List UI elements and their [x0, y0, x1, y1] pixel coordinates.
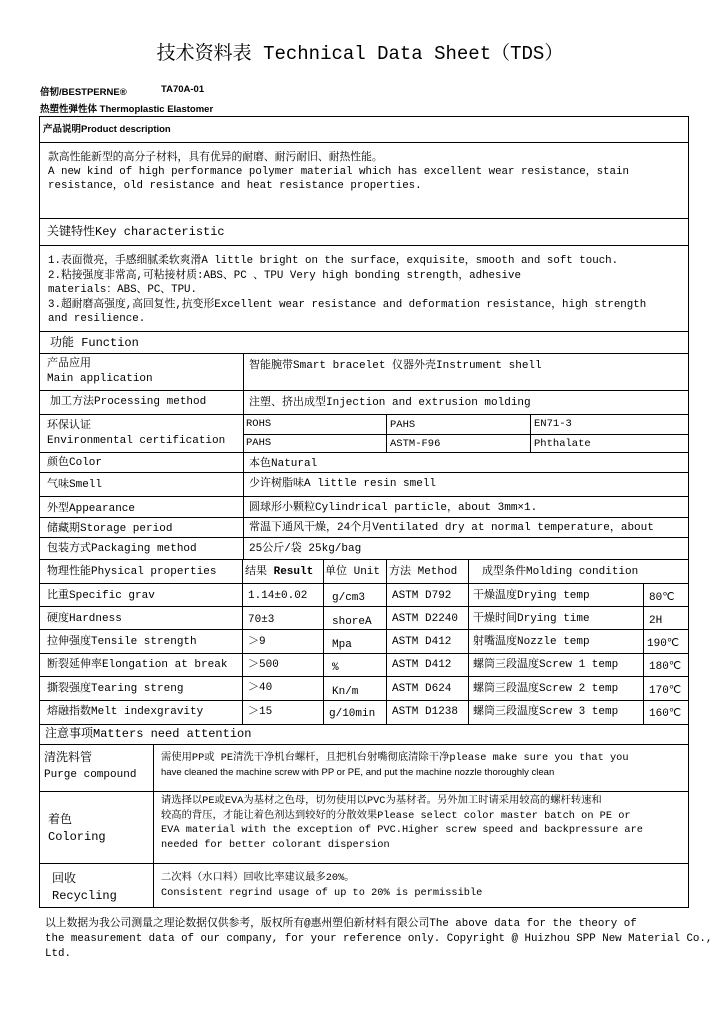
property-method: ASTM D624: [392, 683, 452, 695]
physical-properties-heading: 物理性能Physical properties: [47, 566, 217, 578]
column-divider: [468, 559, 469, 724]
divider: [40, 218, 688, 219]
recycling-line: Consistent regrind usage of up to 20% is permissible: [161, 886, 483, 899]
divider: [40, 331, 688, 332]
result-column-header: 结果 Result: [245, 566, 314, 578]
condition-column-header: 成型条件Molding condition: [482, 566, 639, 578]
coloring-label: 着色: [48, 813, 73, 827]
environmental-label: 环保认证: [47, 420, 91, 432]
page-title: 技术资料表 Technical Data Sheet（TDS）: [156, 43, 564, 65]
recycling-label: 回收: [52, 872, 77, 886]
coloring-line: needed for better colorant dispersion: [161, 838, 390, 851]
appearance-value: 圆球形小颗粒Cylindrical particle，about 3mm×1.: [249, 502, 538, 514]
recycling-text: [161, 871, 482, 900]
footer-line: the measurement data of our company, for your reference only. Copyright @ Huizhou SPP New Material Co.,: [45, 933, 713, 945]
property-name: 硬度Hardness: [47, 613, 122, 625]
property-unit: Kn/m: [332, 686, 359, 698]
method-column-header: 方法 Method: [389, 566, 458, 578]
condition-value: 160℃: [649, 708, 682, 720]
property-name: 断裂延伸率Elongation at break: [47, 659, 228, 671]
column-divider: [153, 744, 154, 908]
divider: [40, 452, 688, 453]
application-value: 智能腕带Smart bracelet 仪器外壳Instrument shell: [249, 360, 542, 372]
property-unit: shoreA: [332, 616, 372, 628]
property-name: 熔融指数Melt indexgravity: [47, 706, 204, 718]
property-name: 比重Specific grav: [47, 590, 155, 602]
condition-value: 80℃: [649, 592, 675, 604]
smell-label: 气味Smell: [47, 479, 103, 491]
recycling-line: 二次料（水口料）回收比率建议最多20%。: [161, 872, 355, 884]
purge-label: 清洗料管: [44, 751, 93, 765]
product-category: 热塑性弹性体 Thermoplastic Elastomer: [40, 104, 214, 115]
characteristic-line: materials：ABS、PC、TPU.: [48, 284, 198, 296]
data-sheet-table: [39, 116, 689, 908]
divider: [40, 863, 688, 864]
appearance-label: 外型Appearance: [47, 503, 136, 515]
divider: [40, 724, 688, 725]
attention-heading: 注意事项Matters need attention: [45, 727, 252, 741]
color-value: 本色Natural: [249, 458, 318, 470]
recycling-label-en: Recycling: [52, 889, 117, 903]
environmental-label-en: Environmental certification: [47, 435, 226, 447]
packaging-label: 包装方式Packaging method: [47, 543, 197, 555]
divider: [40, 791, 688, 792]
key-characteristic-text: [48, 254, 646, 327]
description-line: A new kind of high performance polymer material which has excellent wear resistance，stain: [48, 165, 629, 178]
product-description-heading: 产品说明Product description: [43, 124, 171, 135]
condition-name: 螺筒三段温度Screw 3 temp: [473, 706, 619, 718]
application-label: 产品应用: [47, 358, 91, 370]
property-result: ＞9: [248, 636, 266, 648]
divider: [40, 744, 688, 745]
function-heading: 功能 Function: [50, 336, 139, 350]
divider: [40, 559, 688, 560]
property-result: ＞15: [248, 706, 273, 718]
smell-value: 少许树脂味A little resin smell: [249, 478, 437, 490]
unit-column-header: 单位 Unit: [325, 566, 381, 578]
divider: [243, 434, 688, 435]
property-result: ＞40: [248, 682, 273, 694]
condition-value: 180℃: [649, 661, 682, 673]
coloring-line: 较高的背压，才能让着色剂达到较好的分散效果Please select color master batch on PE or: [161, 809, 631, 822]
divider: [40, 142, 688, 143]
condition-value: 190℃: [647, 638, 680, 650]
condition-name: 螺筒三段温度Screw 2 temp: [473, 683, 619, 695]
condition-name: 干燥时间Drying time: [473, 613, 590, 625]
characteristic-line: and resilience.: [48, 313, 146, 325]
storage-value: 常温下通风干燥，24个月Ventilated dry at normal temperature，about: [249, 522, 654, 534]
divider: [40, 606, 688, 607]
condition-value: 2H: [649, 615, 663, 627]
divider: [40, 700, 688, 701]
storage-label: 储藏期Storage period: [47, 523, 173, 535]
column-divider: [323, 559, 324, 724]
application-label-en: Main application: [47, 373, 153, 385]
packaging-value: 25公斤/袋 25kg/bag: [249, 543, 362, 555]
property-method: ASTM D1238: [392, 706, 459, 718]
column-divider: [530, 414, 531, 452]
condition-name: 干燥温度Drying temp: [473, 590, 590, 602]
property-method: ASTM D2240: [392, 613, 459, 625]
property-name: 撕裂强度Tearing streng: [47, 683, 184, 695]
cert-pahs: PAHS: [246, 437, 272, 449]
footer-disclaimer: [45, 917, 712, 962]
divider: [40, 353, 688, 354]
property-result: 70±3: [248, 614, 275, 626]
processing-label: 加工方法Processing method: [50, 396, 207, 408]
cert-phthalate: Phthalate: [534, 438, 591, 450]
purge-line: have cleaned the machine screw with PP or PE, and put the machine nozzle thoroughly clean: [161, 766, 555, 778]
property-result: 1.14±0.02: [248, 590, 308, 602]
divider: [40, 517, 688, 518]
condition-name: 螺筒三段温度Screw 1 temp: [473, 659, 619, 671]
characteristic-line: 3.超耐磨高强度,高回复性,抗变形Excellent wear resistance and deformation resistance，high strength: [48, 298, 647, 311]
divider: [40, 390, 688, 391]
property-unit: Mpa: [332, 639, 352, 651]
divider: [40, 472, 688, 473]
column-divider: [386, 414, 387, 452]
property-method: ASTM D412: [392, 636, 452, 648]
cert-astm: ASTM-F96: [390, 438, 441, 450]
footer-line: 以上数据为我公司测量之理论数据仅供参考，版权所有@惠州塑伯新材料有限公司The above data for the theory of: [45, 918, 637, 930]
divider: [40, 583, 688, 584]
purge-label-en: Purge compound: [44, 769, 137, 781]
footer-line: Ltd.: [45, 948, 71, 960]
key-characteristic-heading: 关键特性Key characteristic: [47, 225, 225, 239]
characteristic-line: 1.表面微亮，手感细腻柔软爽滑A little bright on the surface，exquisite，smooth and soft touch.: [48, 255, 619, 267]
divider: [40, 496, 688, 497]
property-name: 拉伸强度Tensile strength: [47, 636, 197, 648]
model-number: TA70A-01: [161, 84, 205, 95]
color-label: 颜色Color: [47, 457, 103, 469]
purge-text: [161, 751, 629, 780]
property-unit: g/10min: [329, 708, 376, 720]
coloring-label-en: Coloring: [48, 830, 106, 844]
characteristic-line: 2.粘接强度非常高,可粘接材质:ABS、PC 、TPU Very high bonding strength，adhesive: [48, 269, 521, 282]
cert-en71: EN71-3: [534, 418, 572, 430]
description-line: 款高性能新型的高分子材料，具有优异的耐磨、耐污耐旧、耐热性能。: [48, 150, 383, 163]
condition-value: 170℃: [649, 685, 682, 697]
coloring-line: 请选择以PE或EVA为基材之色母，切勿使用以PVC为基材者。另外加工时请采用较高的螺杆转速和: [161, 795, 602, 807]
column-divider: [643, 583, 644, 724]
column-divider: [243, 353, 244, 560]
property-method: ASTM D412: [392, 659, 452, 671]
divider: [40, 245, 688, 246]
coloring-line: EVA material with the exception of PVC.Higher screw speed and backpressure are: [161, 824, 643, 836]
divider: [40, 537, 688, 538]
property-method: ASTM D792: [392, 590, 452, 602]
processing-value: 注塑、挤出成型Injection and extrusion molding: [249, 397, 531, 409]
cert-rohs: ROHS: [246, 418, 272, 430]
property-result: ＞500: [248, 659, 279, 671]
divider: [40, 676, 688, 677]
description-line: resistance，old resistance and heat resistance properties.: [48, 180, 422, 192]
column-divider: [242, 559, 243, 724]
property-unit: g/cm3: [332, 592, 366, 604]
divider: [40, 653, 688, 654]
property-unit: %: [332, 662, 339, 674]
divider: [40, 414, 688, 415]
column-divider: [386, 559, 387, 724]
brand-name: 倍韧/BESTPERNE®: [40, 87, 127, 98]
product-description-text: [48, 150, 629, 194]
purge-line: 需使用PP或 PE清洗干净机台螺杆，且把机台射嘴彻底清除干净please make sure you that you: [161, 752, 629, 764]
divider: [40, 629, 688, 630]
coloring-text: [161, 794, 643, 852]
cert-pahs: PAHS: [390, 419, 416, 431]
condition-name: 射嘴温度Nozzle temp: [473, 636, 590, 648]
